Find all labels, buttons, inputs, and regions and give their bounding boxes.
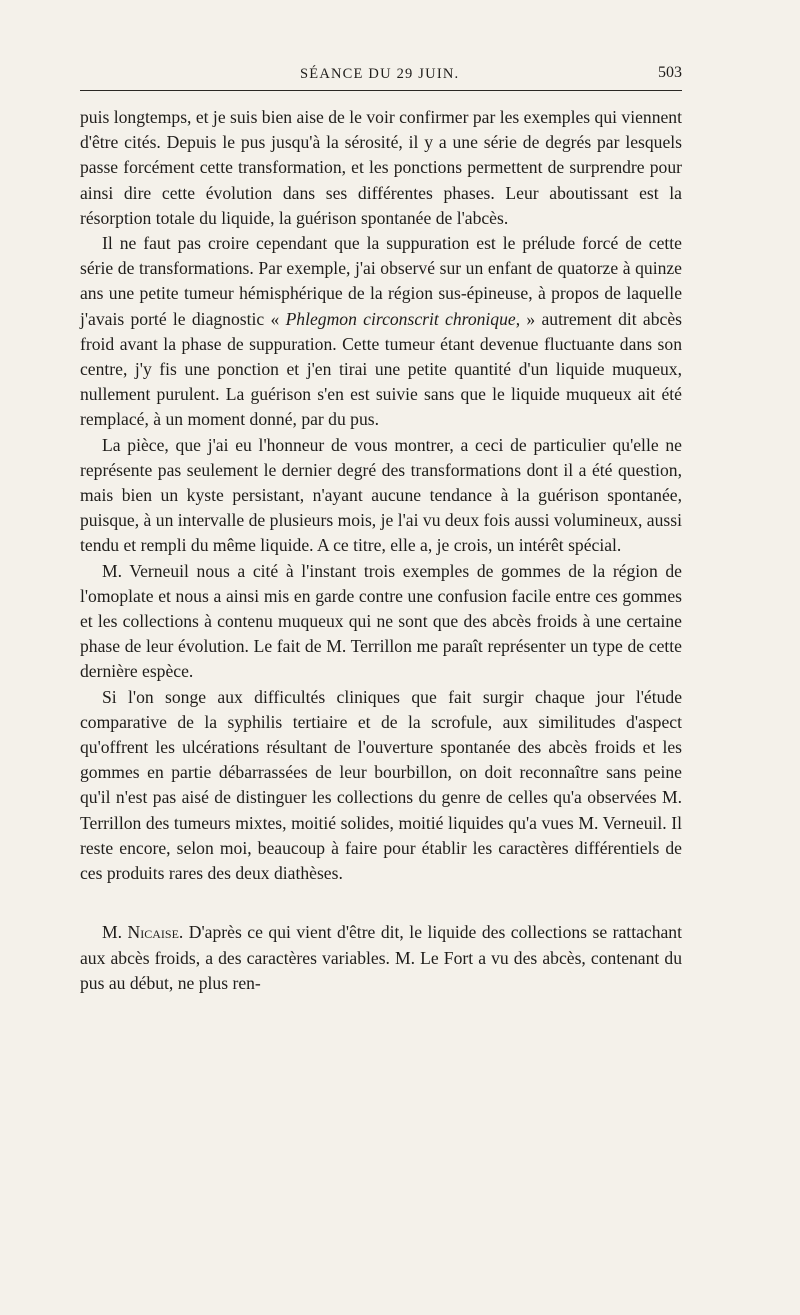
running-head: SÉANCE DU 29 JUIN. <box>300 66 460 82</box>
paragraph-6-text: D'après ce qui vient d'être dit, le liquide des collections se rattachant aux abcès froids, a des caractères variables. M. Le Fort a vu des abcès, contenant du pus au début, ne plus ren- <box>80 922 682 993</box>
paragraph-5: Si l'on songe aux difficultés cliniques que fait surgir chaque jour l'étude comparative de la syphilis tertiaire et de la scrofule, aux similitudes d'aspect qu'offrent les ulcérations résultant de l'ouverture spontanée des abcès froids et les gommes en partie débarrassées de leur bourbillon, on doit reconnaître sans peine qu'il n'est pas aisé de distinguer les collections du genre de celles qu'a observées M. Terrillon des tumeurs mixtes, moitié solides, moitié liquides qu'a vues M. Verneuil. Il reste encore, selon moi, beaucoup à faire pour établir les caractères différentiels de ces produits rares des deux diathèses. <box>80 686 682 884</box>
diagnosis-italic: Phlegmon circonscrit chronique <box>285 308 516 329</box>
paragraph-2-text-start: Il ne faut pas croire cependant que la suppuration est le prélude forcé de cette série de transformations. Par exemple, j'ai observé sur un enfant de quatorze à quinze ans une petite tumeur hémisphérique de la région sus-épineuse, à propos de laquelle j'avais porté le diagnostic « <box>80 233 682 329</box>
paragraph-2 <box>80 231 682 433</box>
speaker-name: M. Nicaise. <box>102 922 184 943</box>
body-text <box>80 105 682 996</box>
paragraph-4: M. Verneuil nous a cité à l'instant trois exemples de gommes de la région de l'omoplate et nous a ainsi mis en garde contre une confusion facile entre ces gommes et les collections à contenu muqueux qui ne sont que des abcès froids à une certaine phase de leur évolution. Le fait de M. Terrillon me paraît représenter un type de cette dernière espèce. <box>80 560 682 682</box>
page-header <box>80 60 682 91</box>
paragraph-1: puis longtemps, et je suis bien aise de le voir confirmer par les exemples qui viennent d'être cités. Depuis le pus jusqu'à la sérosité, il y a une série de degrés par lesquels passe forcément cette transformation, et les ponctions permettent de surprendre pour ainsi dire cette évolution dans ses différentes phases. Leur aboutissant est la résorption totale du liquide, la guérison spontanée de l'abcès. <box>80 107 682 228</box>
page-number: 503 <box>658 64 682 81</box>
paragraph-3: La pièce, que j'ai eu l'honneur de vous montrer, a ceci de particulier qu'elle ne représente pas seulement le dernier degré des transformations dont il a été question, mais bien un kyste persistant, n'ayant aucune tendance à la guérison spontanée, puisque, à un intervalle de plusieurs mois, je l'ai vu deux fois aussi volumineux, aussi tendu et rempli du même liquide. A ce titre, elle a, je crois, un intérêt spécial. <box>80 434 682 556</box>
paragraph-2-text-end: , » autrement dit abcès froid avant la phase de suppuration. Cette tumeur étant devenue fluctuante dans son centre, j'y fis une ponction et j'en tirai une petite quantité d'un liquide muqueux, nullement purulent. La guérison s'en est suivie sans que le liquide muqueux ait été remplacé, à un moment donné, par du pus. <box>80 308 683 430</box>
paragraph-6 <box>80 920 682 996</box>
